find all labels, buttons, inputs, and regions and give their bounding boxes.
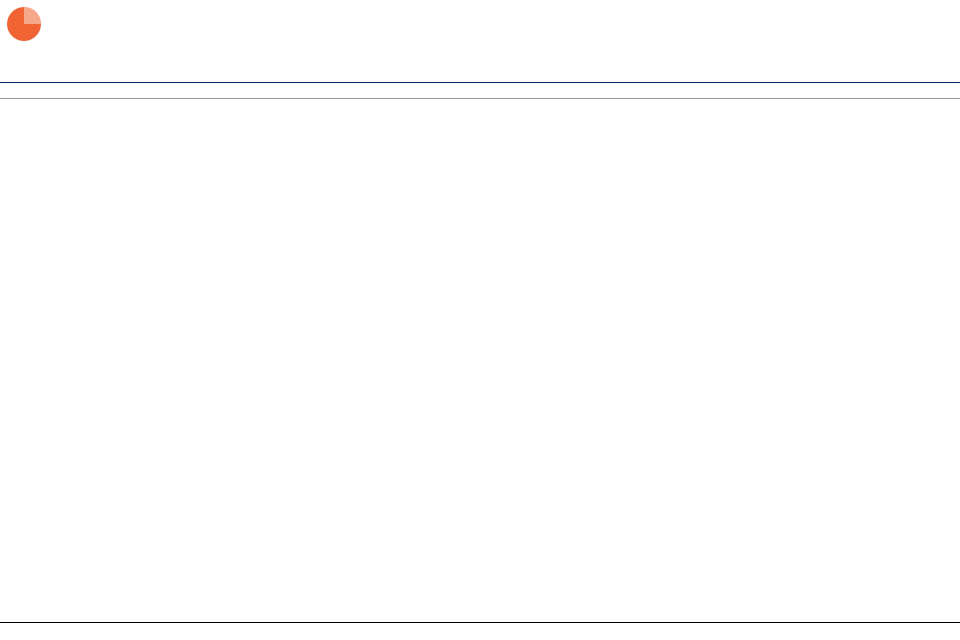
gs1-logo — [4, 4, 94, 52]
header-divider-2 — [0, 98, 960, 99]
gs1-logo-icon — [4, 4, 44, 46]
header-divider — [0, 82, 960, 83]
footer-divider — [0, 622, 960, 623]
